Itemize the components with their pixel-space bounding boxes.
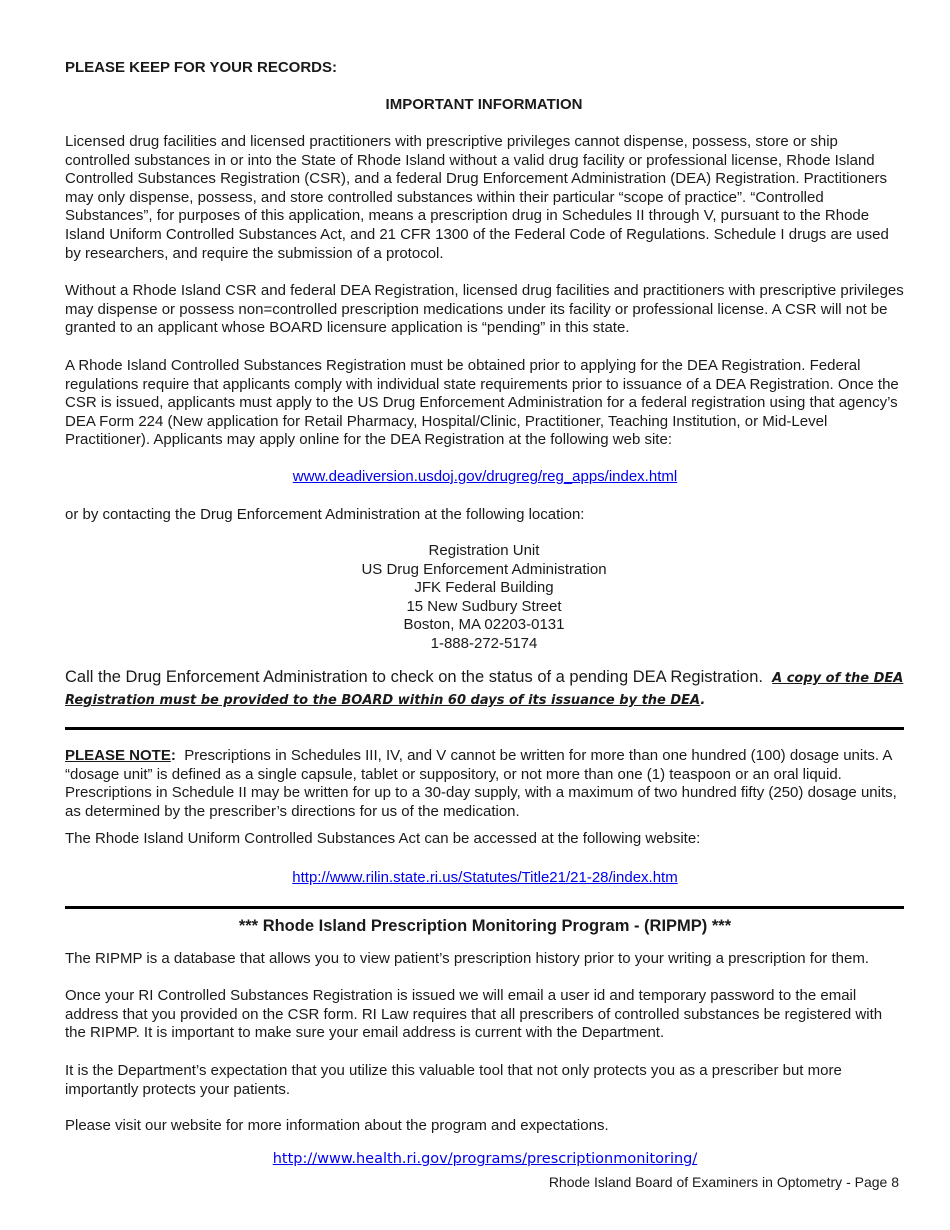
paragraph-csr-dea: Without a Rhode Island CSR and federal DEA Registration, licensed drug facilities and practitioners with prescriptive privileges may dispense or possess non=controlled prescription medications under its facility or professional license. A CSR will not be granted to an applicant whose BOARD licensure application is “pending” in this state.	[65, 282, 904, 337]
dea-copy-requirement: A copy of the DEA Registration must be provided to the BOARD within 60 days of its issuance by the DEA	[65, 671, 904, 708]
dea-link-line	[65, 468, 905, 487]
ripmp-paragraph-2: Once your RI Controlled Substances Registration is issued we will email a user id and temporary password to the email address that you provided on the CSR form. RI Law requires that all prescribers of controlled substances be registered with the RIPMP. It is important to make sure your email address is current with the Department.	[65, 987, 883, 1042]
address-line: Registration Unit	[428, 542, 540, 559]
address-line: 15 New Sudbury Street	[406, 597, 562, 615]
records-label: PLEASE KEEP FOR YOUR RECORDS:	[65, 59, 337, 76]
dea-address-block	[0, 542, 950, 654]
ripmp-paragraph-4: Please visit our website for more information about the program and expectations.	[65, 1117, 609, 1134]
address-line: Boston, MA 02203-0131	[403, 616, 565, 634]
paragraph-licensing: Licensed drug facilities and licensed practitioners with prescriptive privileges cannot dispense, possess, store or ship controlled substances in or into the State of Rhode Island without a valid drug facility or professional license, Rhode Island Controlled Substances Registration (CSR), and a federal Drug Enforcement Administration (DEA) Registration. Practitioners may only dispense, possess, and store controlled substances within their particular “scope of practice”. “Controlled Substances”, for purposes of this application, means a prescription drug in Schedules II through V, pursuant to the Rhode Island Uniform Controlled Substances Act, and 21 CFR 1300 of the Federal Code of Regulations. Schedule I drugs are used by researchers, and require the submission of a protocol.	[65, 133, 889, 262]
controlled-substances-act-link[interactable]: http://www.rilin.state.ri.us/Statutes/Title21/21-28/index.htm	[292, 869, 678, 886]
address-phone: 1-888-272-5174	[430, 634, 538, 652]
contact-intro: or by contacting the Drug Enforcement Administration at the following location:	[65, 506, 585, 523]
section-divider	[65, 906, 904, 909]
address-line: US Drug Enforcement Administration	[361, 560, 607, 578]
address-line: JFK Federal Building	[414, 579, 554, 597]
section-divider	[65, 727, 904, 730]
paragraph-registration: A Rhode Island Controlled Substances Registration must be obtained prior to applying for the DEA Registration. Federal regulations require that applicants comply with individual state requirements prior to issuance of a DEA Registration. Once the CSR is issued, applicants must apply to the US Drug Enforcement Administration for a federal registration using that agency’s DEA Form 224 (New application for Retail Pharmacy, Hospital/Clinic, Practitioner, Teaching Institution, or Mid-Level Practitioner). Applicants may apply online for the DEA Registration at the following web site:	[65, 357, 899, 449]
note-paragraph: PLEASE NOTE: Prescriptions in Schedules III, IV, and V cannot be written for more than one hundred (100) dosage units. A “dosage unit” is defined as a single capsule, tablet or suppository, or not more than one (1) teaspoon or an oral liquid. Prescriptions in Schedule II may be written for up to a 30-day supply, with a maximum of two hundred fifty (250) dosage units, as determined by the prescriber’s directions for us of the medication.	[65, 747, 897, 820]
act-intro: The Rhode Island Uniform Controlled Substances Act can be accessed at the following website:	[65, 830, 701, 847]
call-dea-paragraph: Call the Drug Enforcement Administration to check on the status of a pending DEA Registration. A copy of the DEA Registration must be provided to the BOARD within 60 days of its issuance by the DEA.	[65, 668, 904, 708]
ripmp-paragraph-1: The RIPMP is a database that allows you to view patient’s prescription history prior to your writing a prescription for them.	[65, 950, 869, 967]
call-text: Call the Drug Enforcement Administration to check on the status of a pending DEA Registration.	[65, 668, 763, 686]
ripmp-link-line	[65, 1150, 905, 1169]
ripmp-website-link[interactable]: http://www.health.ri.gov/programs/prescriptionmonitoring/	[272, 1151, 698, 1167]
note-label: PLEASE NOTE	[65, 747, 171, 764]
note-text: Prescriptions in Schedules III, IV, and V cannot be written for more than one hundred (100) dosage units. A “dosage unit” is defined as a single capsule, tablet or suppository, or not more than one (1) teaspoon or an oral liquid. Prescriptions in Schedule II may be written for up to a 30-day supply, with a maximum of two hundred fifty (250) dosage units, as determined by the prescriber’s directions for us of the medication.	[65, 747, 897, 820]
page-footer: Rhode Island Board of Examiners in Optometry - Page 8	[548, 1174, 899, 1190]
ripmp-title: *** Rhode Island Prescription Monitoring Program - (RIPMP) ***	[238, 917, 732, 935]
page-title: IMPORTANT INFORMATION	[385, 96, 583, 113]
dea-registration-link[interactable]: www.deadiversion.usdoj.gov/drugreg/reg_apps/index.html	[292, 468, 678, 485]
act-link-line	[65, 869, 905, 888]
ripmp-paragraph-3: It is the Department’s expectation that you utilize this valuable tool that not only protects you as a prescriber but more importantly protects your patients.	[65, 1062, 842, 1098]
